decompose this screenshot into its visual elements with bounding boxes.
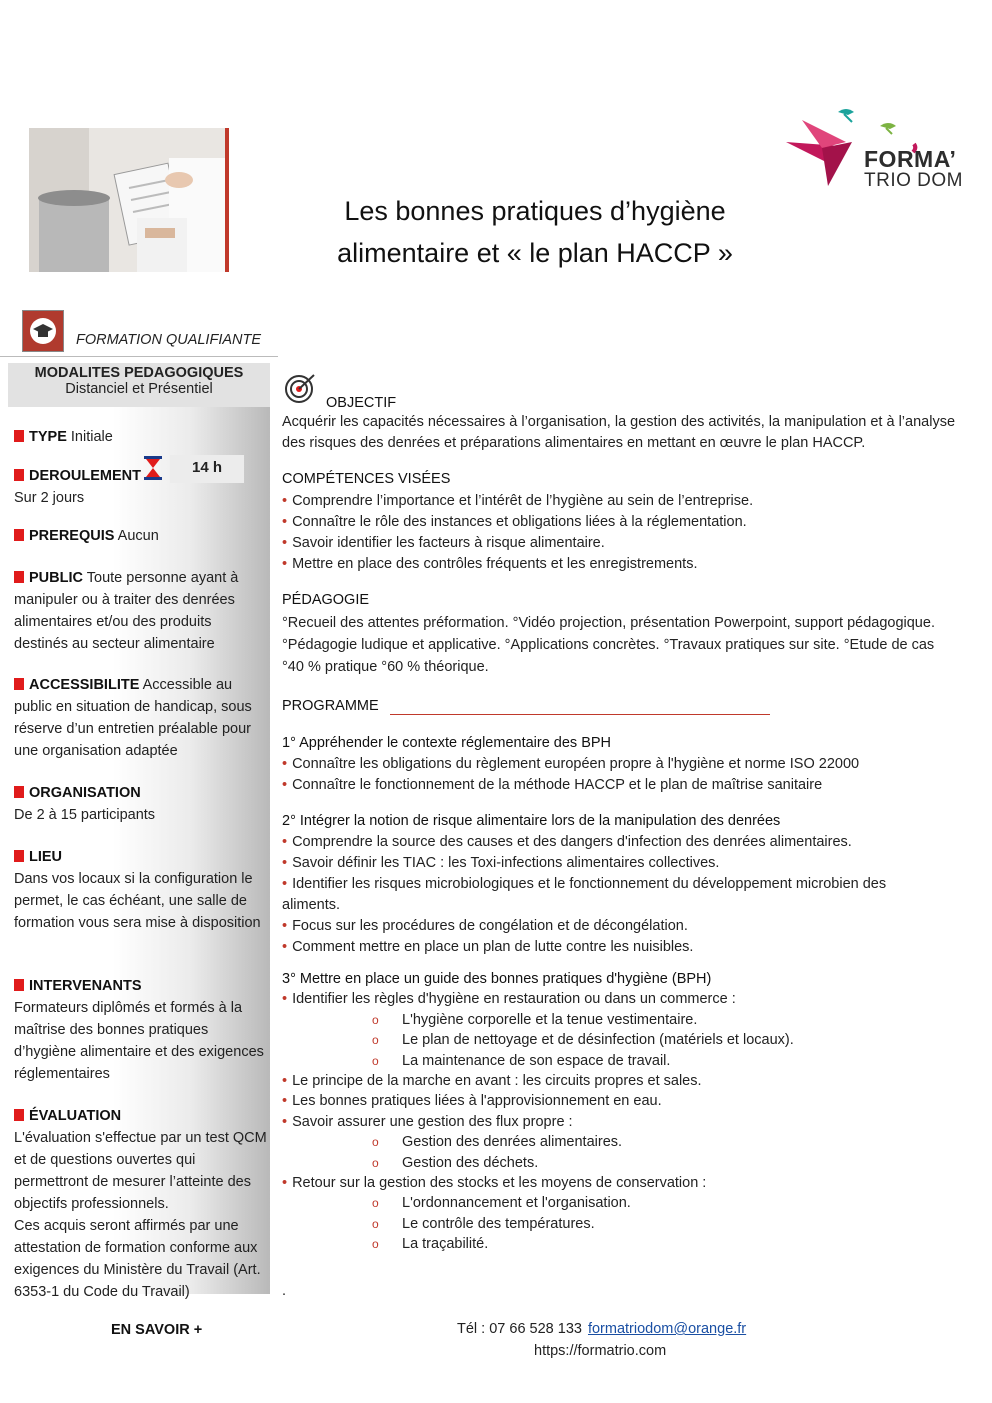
bullet-square-icon bbox=[14, 979, 24, 991]
brand-logo bbox=[782, 102, 982, 192]
list-item: • Retour sur la gestion des stocks et les moyens de conservation : bbox=[282, 1173, 982, 1193]
accessibilite-value: Accessible au public en situation de handicap, sous réserve d’un entretien préalable pour une organisation adaptée bbox=[14, 677, 252, 759]
website-link[interactable]: https://formatrio.com bbox=[534, 1343, 667, 1359]
list-item: • Comment mettre en place un plan de lutte contre les nuisibles. bbox=[282, 937, 982, 958]
circle-bullet-icon: o bbox=[372, 1155, 379, 1170]
bullet-square-icon bbox=[14, 571, 24, 583]
sub-item bbox=[282, 1214, 982, 1234]
circle-bullet-icon: o bbox=[372, 1196, 379, 1211]
public-value: Toute personne ayant à manipuler ou à traiter des denrées alimentaires et/ou des produits destinés au secteur alimentaire bbox=[14, 570, 239, 652]
sub-item-text: L'hygiène corporelle et la tenue vestimentaire. bbox=[402, 1011, 698, 1028]
circle-bullet-icon: o bbox=[372, 1033, 379, 1048]
p2-title: 2° Intégrer la notion de risque alimentaire lors de la manipulation des denrées bbox=[282, 813, 781, 829]
sub-item-text: Gestion des denrées alimentaires. bbox=[402, 1134, 623, 1151]
type-label: TYPE bbox=[29, 429, 67, 445]
hourglass-icon bbox=[143, 456, 163, 485]
divider bbox=[0, 356, 278, 357]
organisation-value: De 2 à 15 participants bbox=[14, 807, 156, 823]
sub-item-text: Gestion des déchets. bbox=[402, 1154, 539, 1171]
section-organisation bbox=[14, 782, 269, 826]
competences-list bbox=[282, 491, 982, 575]
sub-item-text: Le plan de nettoyage et de désinfection (matériels et locaux). bbox=[402, 1032, 794, 1049]
evaluation-value: L'évaluation s'effectue par un test QCM et de questions ouvertes qui permettront de mesurer l’atteinte des objectifs professionnels. bbox=[14, 1130, 267, 1212]
list-item: • Savoir assurer une gestion des flux propre : bbox=[282, 1112, 982, 1132]
modalites-value: Distanciel et Présentiel bbox=[65, 381, 213, 397]
title-line-2: alimentaire et « le plan HACCP » bbox=[337, 238, 733, 268]
circle-bullet-icon: o bbox=[372, 1216, 379, 1231]
bullet-square-icon bbox=[14, 850, 24, 862]
sub-item-text: La traçabilité. bbox=[402, 1236, 489, 1253]
page-title bbox=[290, 190, 780, 274]
list-item: • Focus sur les procédures de congélation et de décongélation. bbox=[282, 916, 982, 937]
modalites-box bbox=[8, 363, 270, 407]
organisation-label: ORGANISATION bbox=[29, 785, 141, 801]
trailing-dot: . bbox=[282, 1283, 287, 1299]
pedagogie-line-3: °40 % pratique °60 % théorique. bbox=[282, 659, 489, 675]
deroulement-label: DEROULEMENT bbox=[29, 468, 141, 484]
sub-item bbox=[282, 1051, 982, 1071]
programme-part-2 bbox=[282, 811, 982, 958]
deroulement-value: Sur 2 jours bbox=[14, 490, 85, 506]
logo-line-1: FORMA’ bbox=[864, 146, 957, 172]
evaluation-label: ÉVALUATION bbox=[29, 1108, 122, 1124]
email-link[interactable]: formatriodom@orange.fr bbox=[587, 1321, 747, 1337]
section-intervenants bbox=[14, 975, 269, 1085]
prerequis-value: Aucun bbox=[117, 528, 159, 544]
list-item: • Connaître le rôle des instances et obligations liées à la réglementation. bbox=[282, 512, 982, 533]
pedagogie-title: PÉDAGOGIE bbox=[282, 592, 370, 608]
sub-item-text: Le contrôle des températures. bbox=[402, 1215, 595, 1232]
sub-item bbox=[282, 1030, 982, 1050]
sub-item bbox=[282, 1132, 982, 1152]
programme-part-3 bbox=[282, 969, 982, 1255]
sub-item bbox=[282, 1193, 982, 1213]
section-type bbox=[14, 426, 269, 448]
prerequis-label: PREREQUIS bbox=[29, 528, 115, 544]
list-item: • Savoir définir les TIAC : les Toxi-infections alimentaires collectives. bbox=[282, 853, 982, 874]
programme-rule bbox=[390, 714, 770, 715]
list-item: • Identifier les règles d'hygiène en restauration ou dans un commerce : bbox=[282, 989, 982, 1009]
list-item: • Identifier les risques microbiologiques et le fonctionnement du développement microbien des aliments. bbox=[282, 874, 932, 916]
more-info-link[interactable]: EN SAVOIR + bbox=[111, 1322, 203, 1338]
bullet-square-icon bbox=[14, 529, 24, 541]
list-item: • Savoir identifier les facteurs à risque alimentaire. bbox=[282, 533, 982, 554]
list-item: • Les bonnes pratiques liées à l'approvisionnement en eau. bbox=[282, 1091, 982, 1111]
section-public bbox=[14, 567, 269, 655]
contact-line bbox=[457, 1321, 746, 1337]
circle-bullet-icon: o bbox=[372, 1053, 379, 1068]
sub-item-text: L'ordonnancement et l'organisation. bbox=[402, 1195, 631, 1212]
p1-title: 1° Appréhender le contexte réglementaire des BPH bbox=[282, 735, 612, 751]
p3-title: 3° Mettre en place un guide des bonnes pratiques d'hygiène (BPH) bbox=[282, 971, 712, 987]
accessibilite-label: ACCESSIBILITE bbox=[29, 677, 140, 693]
list-item: • Connaître le fonctionnement de la méthode HACCP et le plan de maîtrise sanitaire bbox=[282, 775, 982, 796]
duration-badge: 14 h bbox=[170, 455, 244, 483]
phone-number: Tél : 07 66 528 133 bbox=[457, 1321, 582, 1337]
sub-item-text: La maintenance de son espace de travail. bbox=[402, 1052, 671, 1069]
competences-title: COMPÉTENCES VISÉES bbox=[282, 471, 451, 487]
qualification-label: FORMATION QUALIFIANTE bbox=[76, 332, 262, 348]
section-evaluation bbox=[14, 1105, 269, 1303]
logo-line-2: TRIO DOM bbox=[864, 170, 963, 191]
public-label: PUBLIC bbox=[29, 570, 83, 586]
list-item: • Mettre en place des contrôles fréquents et les enregistrements. bbox=[282, 554, 982, 575]
evaluation-value-2: Ces acquis seront affirmés par une attestation de formation conforme aux exigences du Ministère du Travail (Art. 6353-1 du Code du Travail) bbox=[14, 1218, 261, 1300]
programme-title: PROGRAMME bbox=[282, 698, 379, 714]
intervenants-label: INTERVENANTS bbox=[29, 978, 142, 994]
list-item: • Comprendre l’importance et l’intérêt de l’hygiène au sein de l’entreprise. bbox=[282, 491, 982, 512]
pedagogie-line-1: °Recueil des attentes préformation. °Vidéo projection, présentation Powerpoint, support pédagogique. bbox=[282, 615, 935, 631]
pedagogie-line-2: °Pédagogie ludique et applicative. °Applications concrètes. °Travaux pratiques sur site. °Etude de cas bbox=[282, 637, 935, 653]
bullet-square-icon bbox=[14, 430, 24, 442]
sub-item bbox=[282, 1153, 982, 1173]
section-accessibilite bbox=[14, 674, 269, 762]
target-icon bbox=[284, 372, 318, 409]
circle-bullet-icon: o bbox=[372, 1012, 379, 1027]
bullet-square-icon bbox=[14, 786, 24, 798]
objectif-text: Acquérir les capacités nécessaires à l’organisation, la gestion des activités, la manipulation et à l’analyse des risques des denrées et préparations alimentaires en mettant en œuvre le plan HACCP. bbox=[282, 414, 956, 451]
bullet-square-icon bbox=[14, 469, 24, 481]
list-item: • Connaître les obligations du règlement européen propre à l'hygiène et norme ISO 22000 bbox=[282, 754, 982, 775]
intervenants-value: Formateurs diplômés et formés à la maîtrise des bonnes pratiques d’hygiène alimentaire et des exigences réglementaires bbox=[14, 1000, 264, 1082]
graduation-cap-icon bbox=[22, 310, 64, 352]
list-item: • Comprendre la source des causes et des dangers d'infection des denrées alimentaires. bbox=[282, 832, 982, 853]
sub-item bbox=[282, 1010, 982, 1030]
section-lieu bbox=[14, 846, 269, 934]
circle-bullet-icon: o bbox=[372, 1237, 379, 1252]
modalites-title: MODALITES PEDAGOGIQUES bbox=[34, 365, 244, 381]
circle-bullet-icon: o bbox=[372, 1135, 379, 1150]
hero-photo bbox=[29, 128, 229, 272]
sub-item bbox=[282, 1234, 982, 1254]
pedagogie-text bbox=[282, 612, 982, 678]
type-value: Initiale bbox=[70, 429, 113, 445]
bullet-square-icon bbox=[14, 1109, 24, 1121]
lieu-label: LIEU bbox=[29, 849, 63, 865]
lieu-value: Dans vos locaux si la configuration le permet, le cas échéant, une salle de formation vous sera mise à disposition bbox=[14, 871, 261, 931]
bullet-square-icon bbox=[14, 678, 24, 690]
programme-part-1 bbox=[282, 733, 982, 796]
section-prerequis bbox=[14, 525, 269, 547]
title-line-1: Les bonnes pratiques d’hygiène bbox=[344, 196, 726, 226]
list-item: • Le principe de la marche en avant : les circuits propres et sales. bbox=[282, 1071, 982, 1091]
objectif-title: OBJECTIF bbox=[326, 395, 397, 411]
